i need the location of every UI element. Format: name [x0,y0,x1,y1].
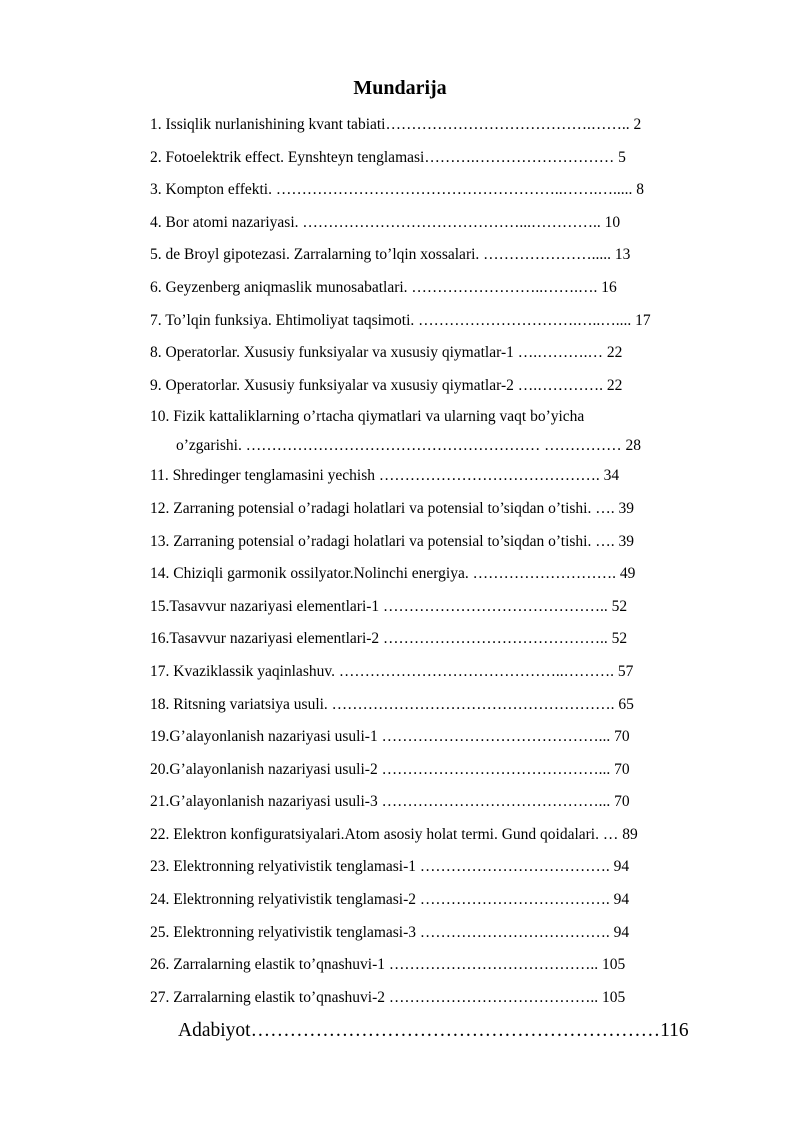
page-title: Mundarija [353,77,447,99]
toc-entry-1: 1. Issiqlik nurlanishining kvant tabiati………………………………….…….. 2 [150,116,642,133]
toc-entry-12: 12. Zarraning potensial o’radagi holatlari va potensial to’siqdan o’tishi. …. 39 [150,499,634,517]
toc-entry-17: 17. Kvaziklassik yaqinlashuv. ……………………………………..………. 57 [150,662,634,680]
toc-entry-24: 24. Elektronning relyativistik tenglamasi-2 ………………………………. 94 [150,891,630,909]
toc-entry-27: 27. Zarralarning elastik to’qnashuvi-2 ………………………………….. 105 [150,988,626,1006]
toc-entry-14: 14. Chiziqli garmonik ossilyator.Nolinchi energiya. ………………………. 49 [150,565,636,583]
toc-entry-4: 4. Bor atomi nazariyasi. ……………………………………...………….. 10 [150,213,621,231]
toc-entry-6: 6. Geyzenberg aniqmaslik munosabatlari. ……………………..…….…. 16 [150,278,617,296]
toc-entry-11: 11. Shredinger tenglamasini yechish ……………………………………. 34 [150,467,620,485]
toc-entry-20: 20.G’alayonlanish nazariyasi usuli-2 ……………………………………... 70 [150,760,630,778]
toc-entry-2: 2. Fotoelektrik effect. Eynshteyn tenglamasi……….……………………… 5 [150,148,626,166]
toc-entry-13: 13. Zarraning potensial o’radagi holatlari va potensial to’siqdan o’tishi. …. 39 [150,532,634,550]
toc-entry-26: 26. Zarralarning elastik to’qnashuvi-1 ………………………………….. 105 [150,956,626,974]
toc-entry-10-continued: o’zgarishi. ………………………………………………… …………… 28 [176,437,641,455]
toc-entry-15: 15.Tasavvur nazariyasi elementlari-1 …………………………………….. 52 [150,597,628,615]
toc-entry-16: 16.Tasavvur nazariyasi elementlari-2 …………………………………….. 52 [150,630,628,648]
toc-entry-7: 7. To’lqin funksiya. Ehtimoliyat taqsimoti. ………………………….…..….... 17 [150,311,651,329]
toc-entry-19: 19.G’alayonlanish nazariyasi usuli-1 ……………………………………... 70 [150,728,630,746]
toc-entry-10: 10. Fizik kattaliklarning o’rtacha qiymatlari va ularning vaqt bo’yicha [150,408,585,426]
toc-entry-18: 18. Ritsning variatsiya usuli. ………………………………………………. 65 [150,695,634,713]
toc-entry-22: 22. Elektron konfiguratsiyalari.Atom asosiy holat termi. Gund qoidalari. … 89 [150,825,638,843]
toc-entry-8: 8. Operatorlar. Xususiy funksiyalar va xususiy qiymatlar-1 ….……….… 22 [150,344,623,362]
toc-entry-21: 21.G’alayonlanish nazariyasi usuli-3 ……………………………………... 70 [150,793,630,811]
toc-entry-3: 3. Kompton effekti. ………………………………………………..…….…..... 8 [150,181,644,199]
toc-entry-9: 9. Operatorlar. Xususiy funksiyalar va xususiy qiymatlar-2 ….…………. 22 [150,376,623,394]
table-of-contents [150,109,750,1014]
toc-entry-25: 25. Elektronning relyativistik tenglamasi-3 ………………………………. 94 [150,923,630,941]
toc-entry-5: 5. de Broyl gipotezasi. Zarralarning to’lqin xossalari. …………………..... 13 [150,246,631,264]
bibliography-entry: Adabiyot………………………………………………………116 [178,1020,689,1041]
toc-entry-23: 23. Elektronning relyativistik tenglamasi-1 ………………………………. 94 [150,858,630,876]
